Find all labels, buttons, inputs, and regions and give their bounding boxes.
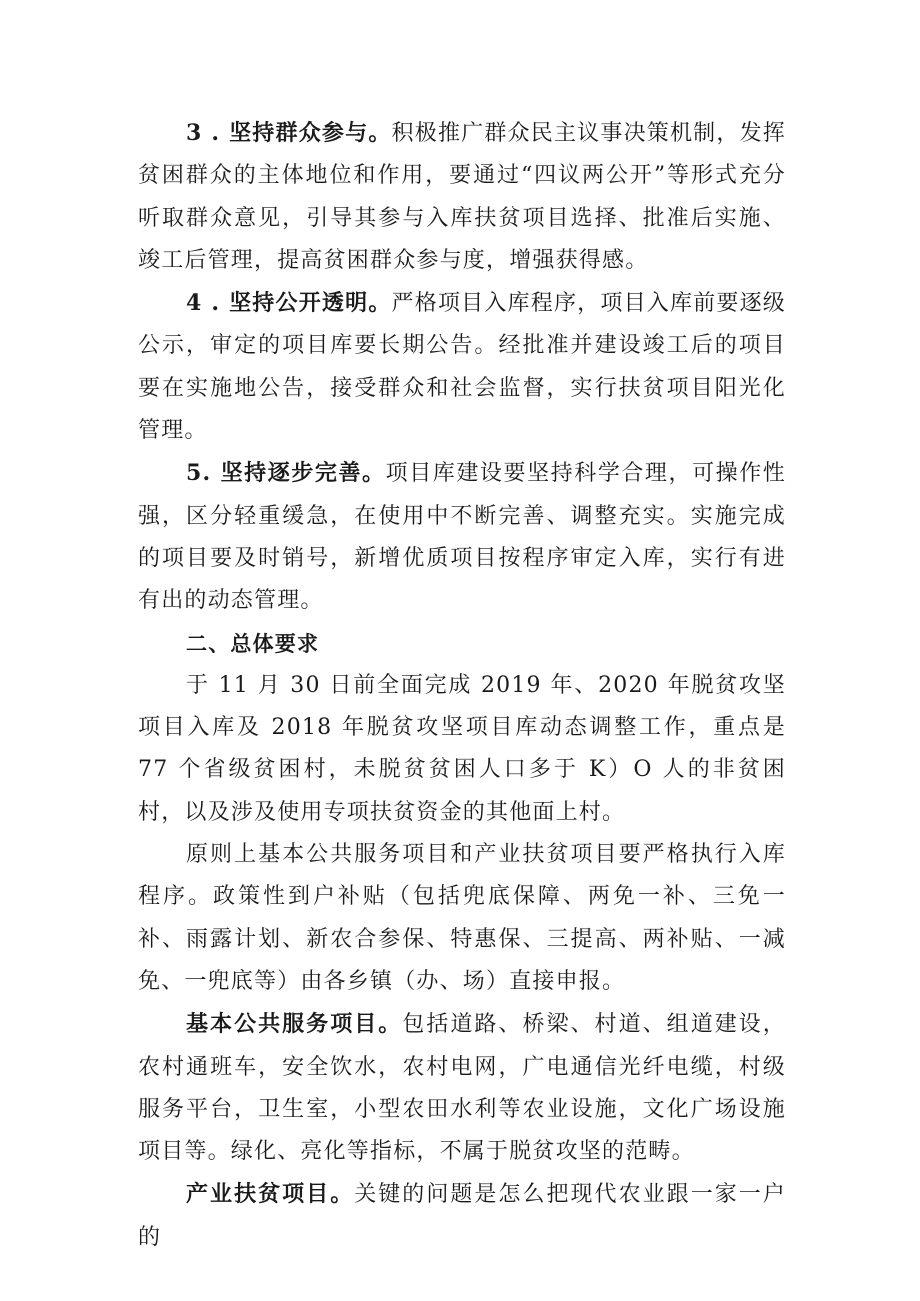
paragraph-lead: 3 . 坚持群众参与。 xyxy=(186,120,392,146)
paragraph-text: 包括道路、桥梁、村道、组道建设，农村通班车，安全饮水，农村电网，广电通信光纤电缆，村级服务平台，卫生室，小型农田水利等农业设施，文化广场设施项目等。绿化、亮化等指标，不属于脱贫攻坚的范畴。 xyxy=(138,1012,786,1165)
paragraph-principle-4 xyxy=(138,282,786,452)
paragraph-principle-3 xyxy=(138,112,786,282)
paragraph-industry-projects xyxy=(138,1173,786,1259)
paragraph-lead: 基本公共服务项目。 xyxy=(186,1011,403,1038)
paragraph-lead: 5. 坚持逐步完善。 xyxy=(186,460,386,487)
document-body xyxy=(138,112,786,1259)
paragraph-lead: 4 . 坚持公开透明。 xyxy=(186,290,392,317)
paragraph-text: 原则上基本公共服务项目和产业扶贫项目要严格执行入库程序。政策性到户补贴（包括兜底保障、两免一补、三免一补、雨露计划、新农合参保、特惠保、三提高、两补贴、一减免、一兜底等）由各乡镇（办、场）直接申报。 xyxy=(138,842,786,994)
paragraph-text: 项目库建设要坚持科学合理，可操作性强，区分轻重缓急，在使用中不断完善、调整充实。实施完成的项目要及时销号，新增优质项目按程序审定入库，实行有进有出的动态管理。 xyxy=(138,461,786,614)
paragraph-timeline xyxy=(138,665,786,834)
paragraph-lead: 产业扶贫项目。 xyxy=(186,1181,355,1208)
section-heading: 二、总体要求 xyxy=(186,631,320,656)
paragraph-text: 严格项目入库程序，项目入库前要逐级公示，审定的项目库要长期公告。经批准并建设竣工后的项目要在实施地公告，接受群众和社会监督，实行扶贫项目阳光化管理。 xyxy=(138,291,786,444)
paragraph-text: 关键的问题是怎么把现代农业跟一家一户的 xyxy=(138,1182,786,1250)
paragraph-public-services xyxy=(138,1003,786,1173)
paragraph-principle-program xyxy=(138,834,786,1003)
paragraph-principle-5 xyxy=(138,452,786,622)
paragraph-text: 积极推广群众民主议事决策机制，发挥贫困群众的主体地位和作用，要通过“四议两公开”等形式充分听取群众意见，引导其参与入库扶贫项目选择、批准后实施、竣工后管理，提高贫困群众参与度，增强获得感。 xyxy=(138,121,786,273)
paragraph-text: 于 11 月 30 日前全面完成 2019 年、2020 年脱贫攻坚项目入库及 2018 年脱贫攻坚项目库动态调整工作，重点是 77 个省级贫困村，未脱贫贫困人口多于 K）O 人的非贫困村，以及涉及使用专项扶贫资金的其他面上村。 xyxy=(138,672,786,825)
